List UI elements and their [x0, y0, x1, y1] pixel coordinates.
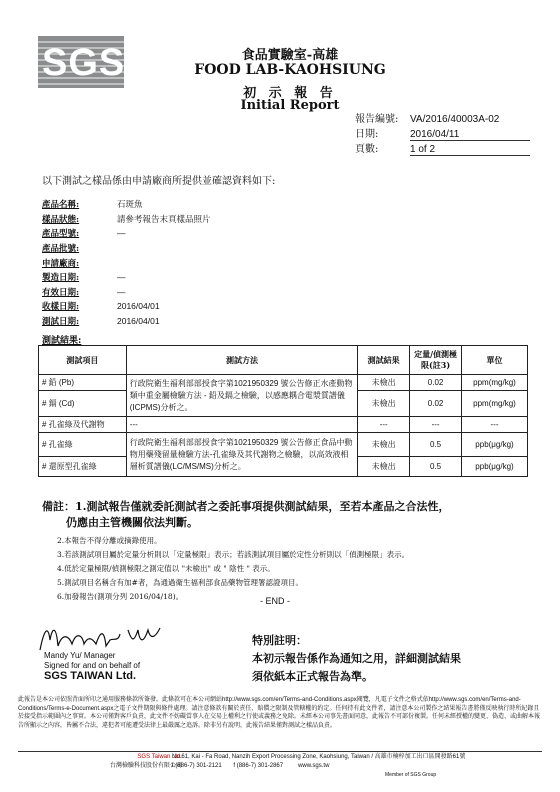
report-type-en: Initial Report: [240, 98, 340, 113]
table-header: 測試項目: [39, 346, 127, 375]
note-2: 2.本報告不得分離或摘錄使用。: [57, 536, 162, 545]
test-unit: ppm(mg/kg): [462, 375, 528, 391]
field-row: [42, 285, 211, 300]
table-header-row: [39, 346, 528, 375]
test-result: 未檢出: [358, 391, 410, 417]
test-item: # 孔雀綠及代謝物: [39, 417, 127, 433]
field-label: 測試日期:: [42, 317, 80, 328]
field-row: [42, 314, 211, 329]
sample-fields: [42, 197, 211, 328]
special-note-line1: 本初示報告係作為通知之用，詳細測試結果: [252, 652, 461, 665]
test-unit: ppb(μg/kg): [462, 433, 528, 457]
field-value: —: [117, 272, 126, 283]
test-item: # 鎘 (Cd): [39, 391, 127, 417]
signer-onbehalf: Signed for and on behalf of: [44, 661, 141, 670]
footer-company-en: SGS Taiwan Ltd.: [137, 754, 183, 760]
field-value: 2016/04/01: [117, 316, 160, 327]
report-pages-label: 頁數:: [355, 144, 379, 155]
note-6: 6.加發報告(測項分列 2016/04/18)。: [57, 592, 184, 601]
test-limit: 0.02: [410, 375, 462, 391]
results-label: 測試結果:: [42, 336, 82, 346]
field-row: [42, 255, 211, 270]
report-type-zh: 初 示 報 告: [243, 86, 337, 101]
field-row: [42, 270, 211, 285]
footer-fax: f (886-7) 301-2867: [233, 763, 284, 769]
note-1b: 仍應由主管機關依法判斷。: [66, 516, 198, 529]
test-method: 行政院衛生福利部部授食字第1021950329 號公告修正水產動物類中重金屬檢驗方法 - 鉛及鎘之檢驗，以感應耦合電漿質譜儀(ICPMS)分析之。: [126, 375, 357, 417]
report-date-value: 2016/04/11: [410, 129, 530, 141]
note-1: [42, 499, 522, 514]
footer-address: [172, 753, 465, 771]
signer-company: SGS TAIWAN Ltd.: [44, 670, 137, 682]
test-item: # 孔雀綠: [39, 433, 127, 457]
test-limit: 0.5: [410, 433, 462, 457]
test-unit: ppb(μg/kg): [462, 457, 528, 477]
note-1-text: 1.測試報告僅就委託測試者之委託事項提供測試結果，至若本產品之合法性，: [75, 500, 450, 513]
note-prefix: 備註：: [42, 500, 75, 513]
lab-name-zh: 食品實驗室-高雄: [241, 48, 339, 63]
test-method: 行政院衛生福利部部授食字第1021950329 號公告修正食品中動物用藥殘留量檢驗方法-孔雀綠及其代謝物之檢驗，以高效液相層析質譜儀(LC/MS/MS)分析之。: [126, 433, 357, 477]
test-limit: ---: [410, 417, 462, 433]
test-item: # 鉛 (Pb): [39, 375, 127, 391]
end-marker: - END -: [260, 596, 290, 606]
report-number-label: 報告編號:: [355, 114, 399, 125]
field-row: [42, 241, 211, 256]
special-note-title: 特別註明：: [252, 634, 307, 647]
field-value: 請參考報告末頁樣品照片: [117, 213, 211, 224]
table-header: 測試方法: [126, 346, 357, 375]
field-value: —: [117, 228, 126, 239]
table-header: 測試結果: [358, 346, 410, 375]
lab-name-en: FOOD LAB-KAOHSIUNG: [194, 62, 386, 78]
report-number: [355, 110, 499, 125]
footer-divider: [18, 751, 542, 752]
special-note-line2: 須依紙本正式報告為準。: [252, 670, 373, 683]
field-label: 產品名稱:: [42, 200, 80, 211]
test-limit: 0.02: [410, 391, 462, 417]
field-value: —: [117, 286, 126, 297]
footer-member: Member of SGS Group: [385, 772, 437, 778]
field-row: [42, 299, 211, 314]
test-result: ---: [358, 417, 410, 433]
report-number-value: VA/2016/40003A-02: [410, 114, 500, 125]
footer-contact: [172, 762, 465, 771]
report-pages: [355, 140, 530, 156]
table-header: 定量/偵測極限(註3): [410, 346, 462, 375]
signer-name: Mandy Yu/ Manager: [44, 651, 116, 660]
field-label: 收樣日期:: [42, 302, 80, 313]
intro-text: 以下測試之樣品係由申請廠商所提供並確認資料如下:: [42, 176, 276, 187]
test-method: ---: [126, 417, 357, 433]
results-table: [38, 345, 528, 477]
footer-disclaimer: 此報告是本公司依照背面所印之通用服務條款所簽發，此條款可在本公司網站http://www.sgs.com/en/Terms-and-Conditions.aspx閱覽，凡電子文件之格式依http://www.sgs.com/en/Terms-and-Conditions/Terms-e-Document.aspx之電子文件期限與條件處理。請注意條款有關於責任、賠償之限制及管轄權的約定。任何持有此文件者，請注意本公司製作之結果報告書將僅反映執行時所紀錄且於接受指示範圍內之事實。本公司僅對客戶負責，此文件不妨礙當事人在交易上權利之行使或義務之免除。未經本公司事先書面同意，此報告不可部份複製。任何未經授權的變更、偽造、或曲解本報告所顯示之內容，皆屬不合法，違犯者可能遭受法律上最嚴厲之追訴。除非另有說明，此報告結果僅對測試之樣品負責。: [18, 697, 541, 729]
footer-address-text: No.61, Kai - Fa Road, Nanzih Export Processing Zone, Kaohsiung, Taiwan / 高雄市楠梓加工出口區開發路61號: [172, 754, 466, 760]
test-limit: 0.5: [410, 457, 462, 477]
test-result: 未檢出: [358, 375, 410, 391]
field-row: [42, 226, 211, 241]
report-pages-value: 1 of 2: [410, 144, 530, 156]
test-unit: ---: [462, 417, 528, 433]
field-label: 製造日期:: [42, 273, 80, 284]
test-result: 未檢出: [358, 433, 410, 457]
field-value: 2016/04/01: [117, 301, 160, 312]
logo-text: SGS: [42, 42, 126, 84]
field-value: 石斑魚: [117, 199, 143, 210]
report-date-label: 日期:: [355, 129, 379, 140]
note-5: 5.測試項目名稱含有加#者，為通過衛生福利部食品藥物管理署認證項目。: [57, 578, 303, 587]
table-row: [39, 375, 528, 391]
note-4: 4.低於定量極限/偵測極限之測定值以 "未檢出" 或 " 陰性 " 表示。: [57, 564, 275, 573]
report-date: [355, 125, 530, 141]
table-row: [39, 433, 528, 457]
table-row: [39, 417, 528, 433]
field-row: [42, 197, 211, 212]
special-note: [252, 632, 461, 686]
field-label: 產品批號:: [42, 244, 80, 255]
footer-web[interactable]: www.sgs.tw: [298, 763, 330, 769]
table-header: 單位: [462, 346, 528, 375]
notes: [42, 499, 522, 604]
test-result: 未檢出: [358, 457, 410, 477]
field-row: [42, 212, 211, 227]
field-label: 申請廠商:: [42, 258, 80, 269]
field-label: 樣品狀態:: [42, 214, 80, 225]
field-label: 產品型號:: [42, 229, 80, 240]
note-3: 3.若該測試項目屬於定量分析則以「定量極限」表示；若該測試項目屬於定性分析則以「偵測極限」表示。: [57, 550, 410, 559]
field-label: 有效日期:: [42, 287, 80, 298]
footer-tel: t (886-7) 301-2121: [172, 763, 222, 769]
signer-block: [44, 651, 140, 671]
test-item: # 還原型孔雀綠: [39, 457, 127, 477]
sgs-logo: [38, 36, 124, 88]
test-unit: ppm(mg/kg): [462, 391, 528, 417]
footer-company-zh: 台灣檢驗科技股份有限公司: [110, 763, 183, 769]
